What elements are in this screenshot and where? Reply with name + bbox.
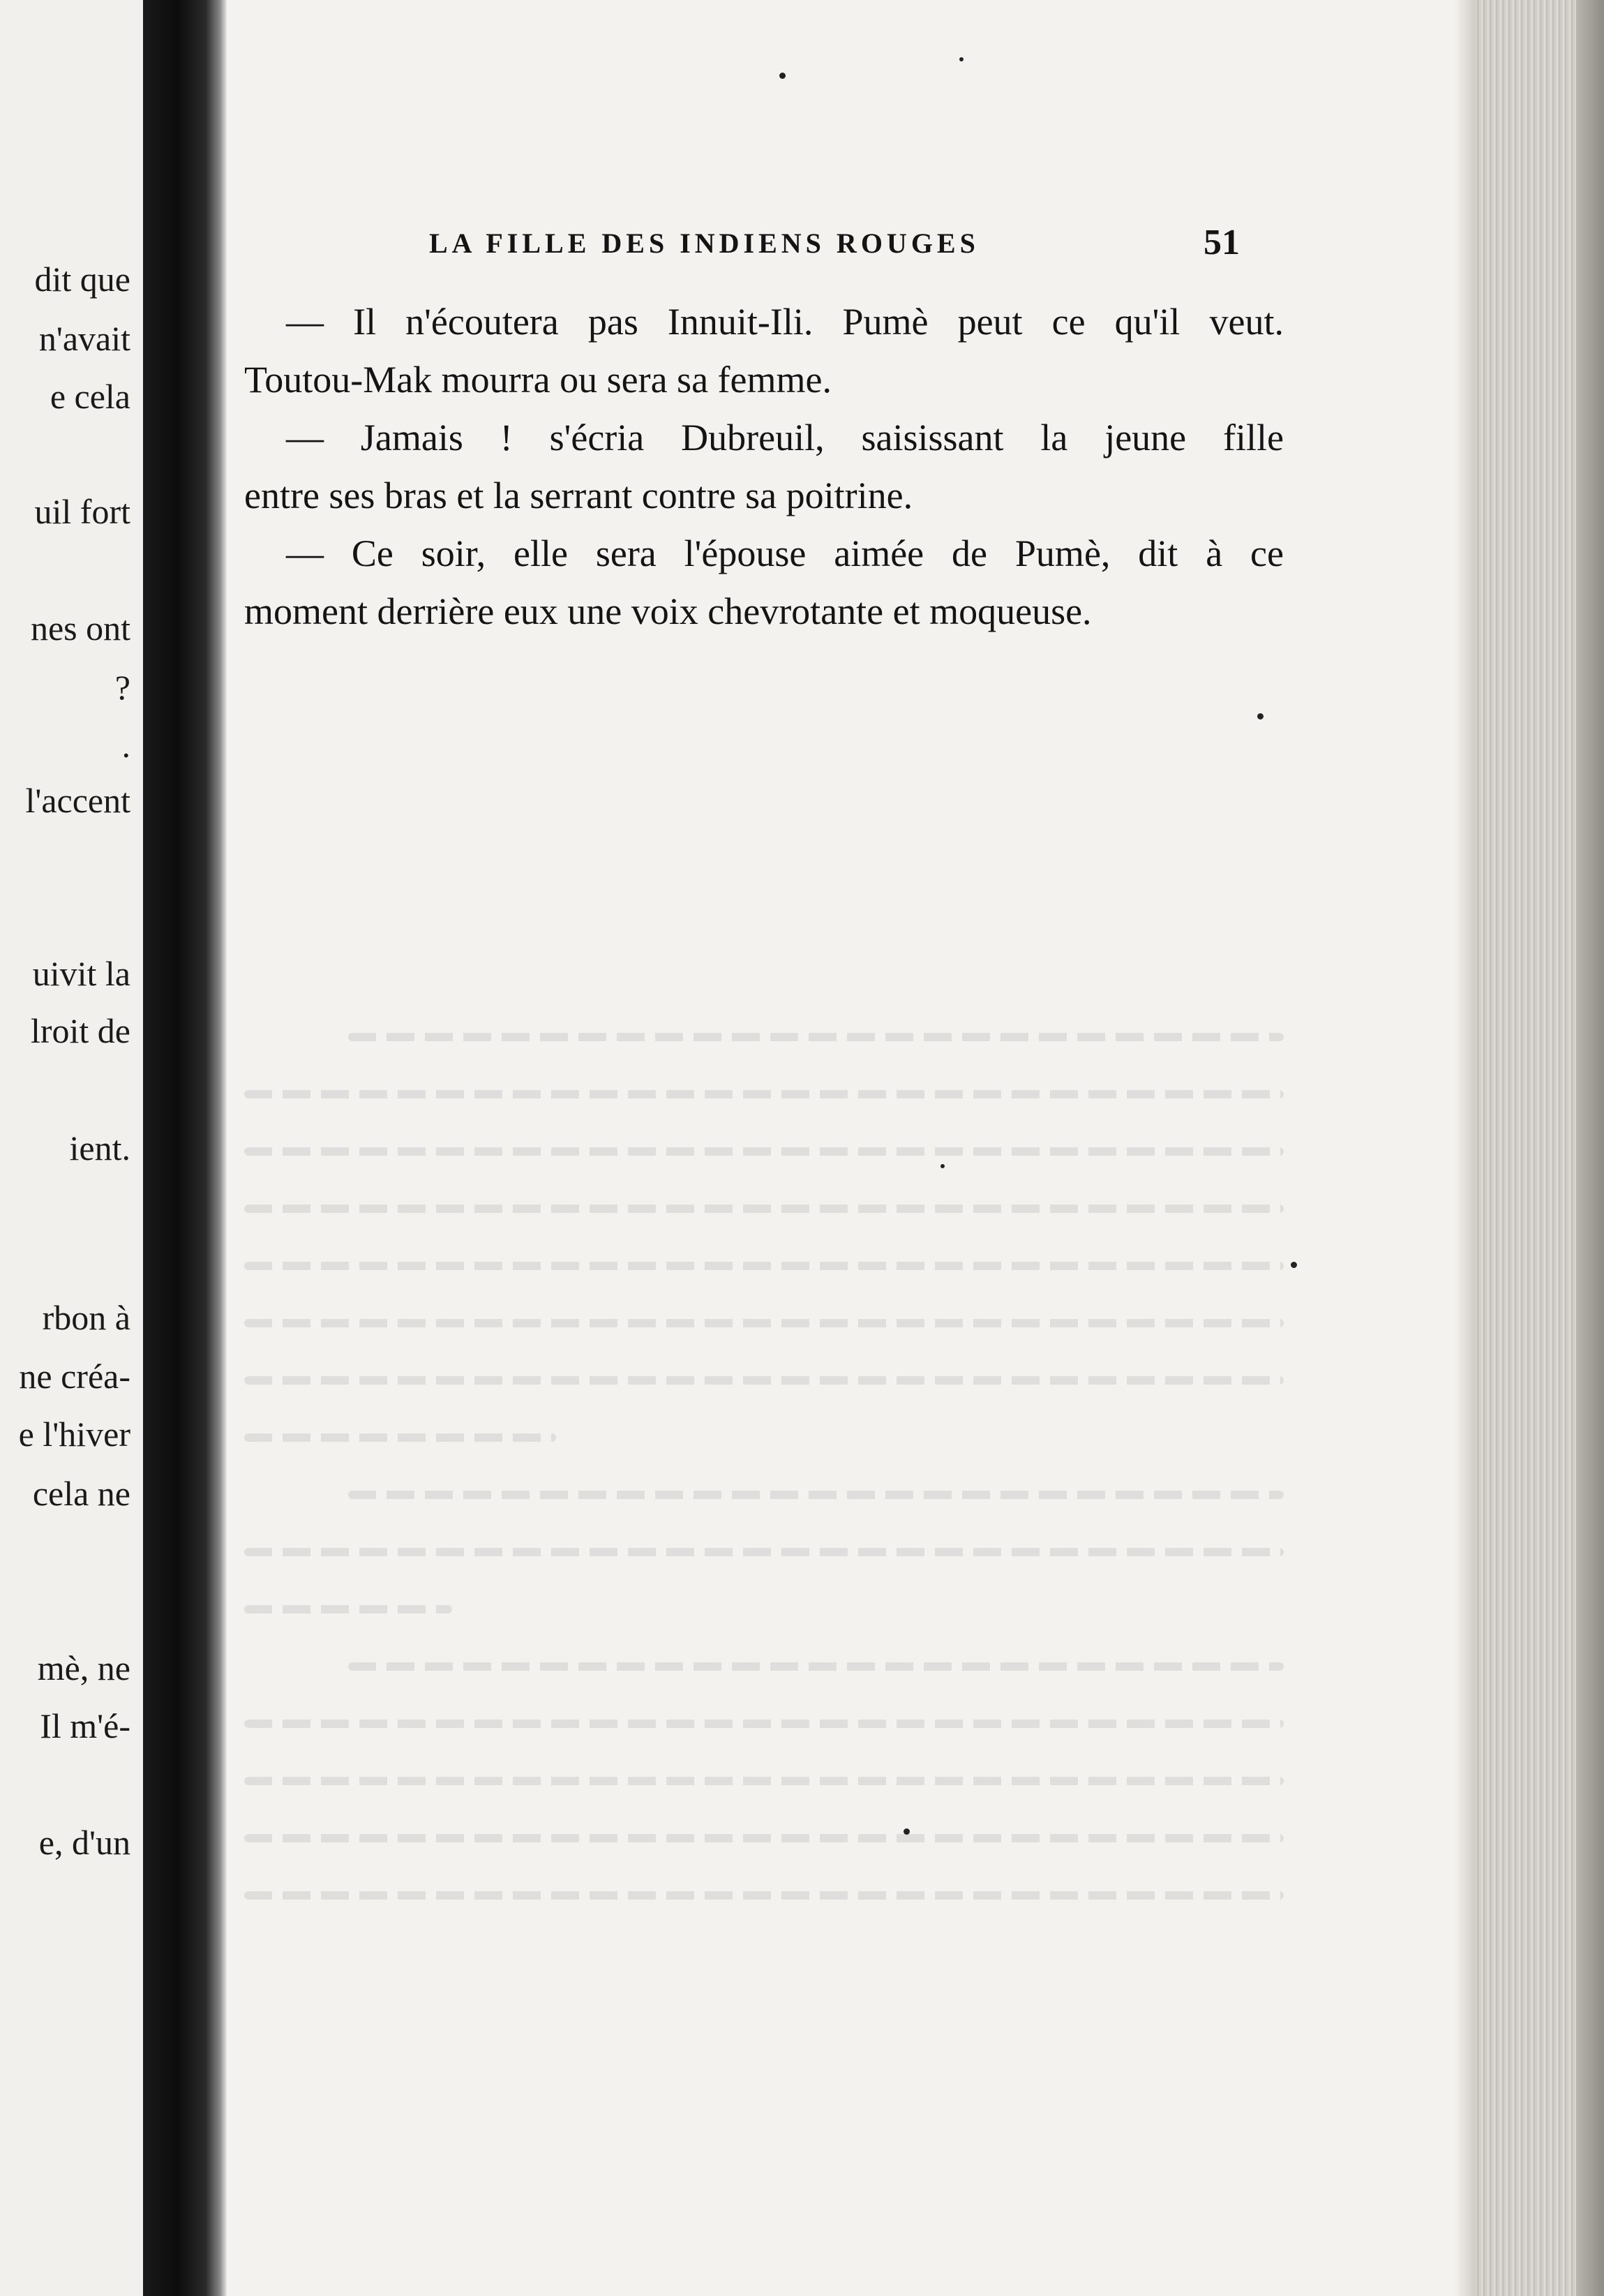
paragraph-line: Toutou-Mak mourra ou sera sa femme.	[244, 359, 832, 401]
left-page-fragment: e, d'un	[38, 1823, 130, 1862]
print-speck	[1257, 713, 1264, 720]
book-page	[227, 0, 1455, 2296]
left-page-fragment: uivit la	[32, 954, 130, 993]
body-text	[244, 293, 1284, 641]
paragraph-line: — Ce soir, elle sera l'épouse aimée de Pumè, dit à ce	[286, 532, 1284, 574]
page-number: 51	[1204, 223, 1240, 262]
left-page-fragment: ient.	[69, 1128, 130, 1168]
left-page-fragment: uil fort	[34, 492, 130, 531]
left-page-fragment: ?	[114, 668, 130, 707]
left-page-fragment: ne créa-	[19, 1357, 130, 1396]
left-page-fragment: rbon à	[42, 1298, 130, 1337]
paragraph-line: — Il n'écoutera pas Innuit-Ili. Pumè peut ce qu'il veut.	[286, 301, 1284, 343]
left-page-fragment: .	[121, 726, 130, 765]
left-page-fragment: cela ne	[32, 1474, 130, 1513]
print-speck	[1291, 1262, 1297, 1268]
left-page-fragment: lroit de	[30, 1011, 130, 1050]
facing-page-left	[0, 0, 143, 2296]
print-speck	[940, 1164, 945, 1168]
print-speck	[779, 73, 786, 79]
paragraph-line: entre ses bras et la serrant contre sa poitrine.	[244, 475, 913, 516]
left-page-fragment: nes ont	[30, 609, 130, 648]
page-edges	[1455, 0, 1604, 2296]
left-page-fragment: mè, ne	[37, 1648, 130, 1687]
left-page-fragment: l'accent	[25, 781, 130, 820]
print-speck	[959, 57, 964, 61]
paragraph-line: moment derrière eux une voix chevrotante et moqueuse.	[244, 590, 1092, 632]
left-page-fragment: e l'hiver	[18, 1415, 130, 1454]
show-through-text	[244, 1033, 1284, 1948]
left-page-fragment: n'avait	[38, 319, 130, 358]
left-page-fragment: dit que	[34, 260, 130, 299]
paragraph-line: — Jamais ! s'écria Dubreuil, saisissant la jeune fille	[286, 417, 1284, 459]
running-head: LA FILLE DES INDIENS ROUGES	[429, 228, 980, 259]
print-speck	[904, 1828, 910, 1835]
left-page-fragment: e cela	[50, 377, 130, 416]
left-page-fragment: Il m'é-	[40, 1706, 130, 1745]
book-gutter	[143, 0, 227, 2296]
